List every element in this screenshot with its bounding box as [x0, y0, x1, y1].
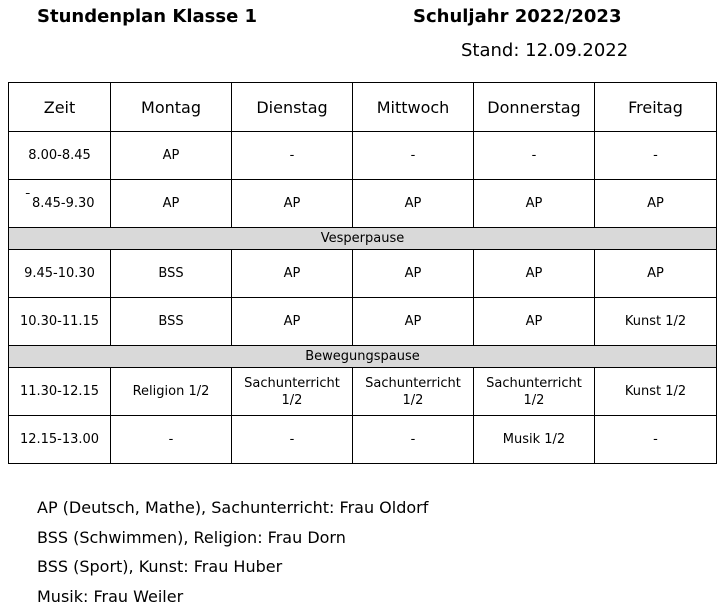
column-header-time: Zeit	[9, 83, 111, 132]
lesson-cell: Sachunterricht 1/2	[353, 368, 474, 416]
column-header-tuesday: Dienstag	[232, 83, 353, 132]
lesson-cell: -	[353, 132, 474, 180]
table-row	[9, 132, 717, 180]
time-cell-text: 8.45-9.30	[32, 196, 95, 211]
lesson-cell: AP	[353, 180, 474, 228]
lesson-cell: AP	[111, 180, 232, 228]
lesson-cell: -	[595, 132, 717, 180]
lesson-cell: AP	[232, 250, 353, 298]
lesson-cell: -	[232, 132, 353, 180]
lesson-cell: -	[111, 416, 232, 464]
pause-row	[9, 228, 717, 250]
table-row	[9, 298, 717, 346]
lesson-cell: -	[353, 416, 474, 464]
legend-line: BSS (Sport), Kunst: Frau Huber	[37, 552, 428, 582]
lesson-cell: Sachunterricht 1/2	[232, 368, 353, 416]
lesson-cell: AP	[474, 180, 595, 228]
legend-line: Musik: Frau Weiler	[37, 582, 428, 611]
column-header-thursday: Donnerstag	[474, 83, 595, 132]
column-header-friday: Freitag	[595, 83, 717, 132]
lesson-cell: -	[232, 416, 353, 464]
stand-date: Stand: 12.09.2022	[461, 40, 628, 61]
time-cell: 11.30-12.15	[9, 368, 111, 416]
lesson-cell: AP	[353, 298, 474, 346]
lesson-cell: BSS	[111, 250, 232, 298]
table-row	[9, 416, 717, 464]
time-cell: 12.15-13.00	[9, 416, 111, 464]
time-cell: 9.45-10.30	[9, 250, 111, 298]
lesson-cell: Kunst 1/2	[595, 368, 717, 416]
header-row	[9, 83, 717, 132]
legend-line: AP (Deutsch, Mathe), Sachunterricht: Frau Oldorf	[37, 493, 428, 523]
lesson-cell: AP	[474, 298, 595, 346]
teacher-legend	[37, 493, 428, 611]
lesson-cell: Sachunterricht 1/2	[474, 368, 595, 416]
pause-row	[9, 346, 717, 368]
time-cell: 10.30-11.15	[9, 298, 111, 346]
column-header-monday: Montag	[111, 83, 232, 132]
pause-label: Vesperpause	[9, 228, 717, 250]
lesson-cell: Religion 1/2	[111, 368, 232, 416]
lesson-cell: AP	[353, 250, 474, 298]
table-row	[9, 180, 717, 228]
lesson-cell: AP	[595, 250, 717, 298]
school-year: Schuljahr 2022/2023	[413, 6, 621, 27]
lesson-cell: -	[595, 416, 717, 464]
timetable	[8, 82, 717, 464]
table-row	[9, 250, 717, 298]
column-header-wednesday: Mittwoch	[353, 83, 474, 132]
time-cell: 8.00-8.45	[9, 132, 111, 180]
lesson-cell: BSS	[111, 298, 232, 346]
table-row	[9, 368, 717, 416]
lesson-cell: AP	[111, 132, 232, 180]
lesson-cell: AP	[232, 180, 353, 228]
legend-line: BSS (Schwimmen), Religion: Frau Dorn	[37, 523, 428, 553]
pause-label: Bewegungspause	[9, 346, 717, 368]
lesson-cell: Musik 1/2	[474, 416, 595, 464]
time-cell	[9, 180, 111, 228]
lesson-cell: -	[474, 132, 595, 180]
lesson-cell: Kunst 1/2	[595, 298, 717, 346]
stray-mark: ¯	[24, 191, 31, 208]
lesson-cell: AP	[474, 250, 595, 298]
lesson-cell: AP	[595, 180, 717, 228]
document-title: Stundenplan Klasse 1	[37, 6, 257, 27]
lesson-cell: AP	[232, 298, 353, 346]
